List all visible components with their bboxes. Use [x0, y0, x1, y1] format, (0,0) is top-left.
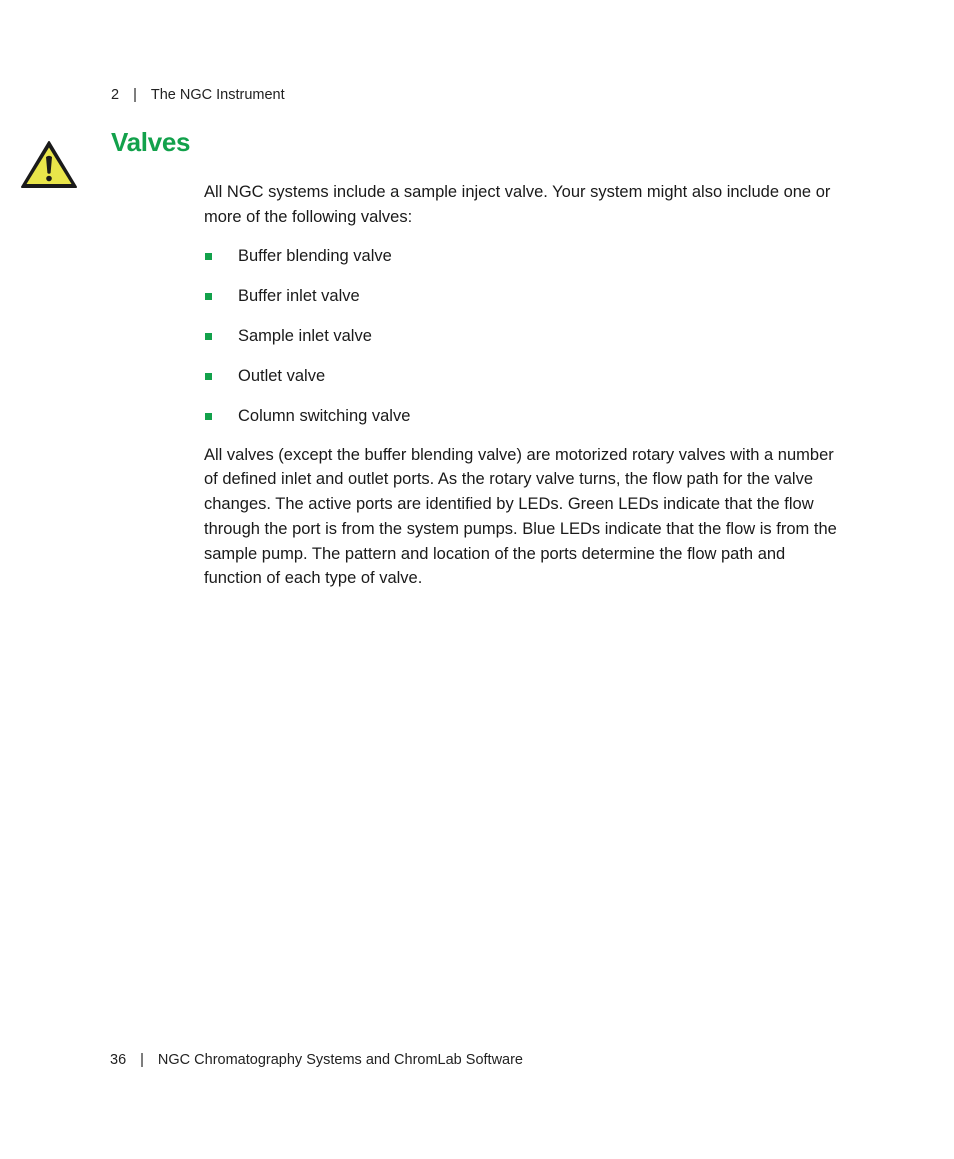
chapter-title: The NGC Instrument	[150, 87, 285, 103]
page-number: 36	[110, 1052, 127, 1068]
list-item-text: Buffer blending valve	[238, 247, 392, 266]
list-item-text: Buffer inlet valve	[238, 287, 360, 306]
running-footer	[110, 1052, 523, 1068]
bullet-square-icon	[205, 413, 212, 420]
chapter-number: 2	[111, 87, 120, 103]
list-item-text: Column switching valve	[238, 406, 411, 425]
bullet-square-icon	[205, 333, 212, 340]
section-content	[204, 180, 844, 591]
list-item-text: Outlet valve	[238, 367, 326, 386]
list-item	[204, 364, 844, 389]
list-item	[204, 284, 844, 309]
list-item	[204, 404, 844, 429]
bullet-square-icon	[205, 293, 212, 300]
list-item-text: Sample inlet valve	[238, 327, 372, 346]
bullet-square-icon	[205, 373, 212, 380]
bullet-square-icon	[205, 253, 212, 260]
running-header	[111, 87, 285, 103]
header-separator: |	[133, 87, 137, 103]
valve-list	[204, 244, 844, 428]
list-item	[204, 244, 844, 269]
valves-description-paragraph: All valves (except the buffer blending valve) are motorized rotary valves with a number of defined inlet and outlet ports. As the rotary valve turns, the flow path for the valve changes. The active ports are identified by LEDs. Green LEDs indicate that the flow through the port is from the system pumps. Blue LEDs indicate that the flow is from the sample pump. The pattern and location of the ports determine the flow path and function of each type of valve.	[204, 445, 837, 588]
book-title: NGC Chromatography Systems and ChromLab Software	[157, 1052, 523, 1068]
intro-paragraph: All NGC systems include a sample inject valve. Your system might also include one or more of the following valves:	[204, 183, 831, 226]
warning-triangle-icon	[20, 140, 78, 190]
list-item	[204, 324, 844, 349]
section-title: Valves	[111, 127, 191, 157]
footer-separator: |	[140, 1052, 144, 1068]
